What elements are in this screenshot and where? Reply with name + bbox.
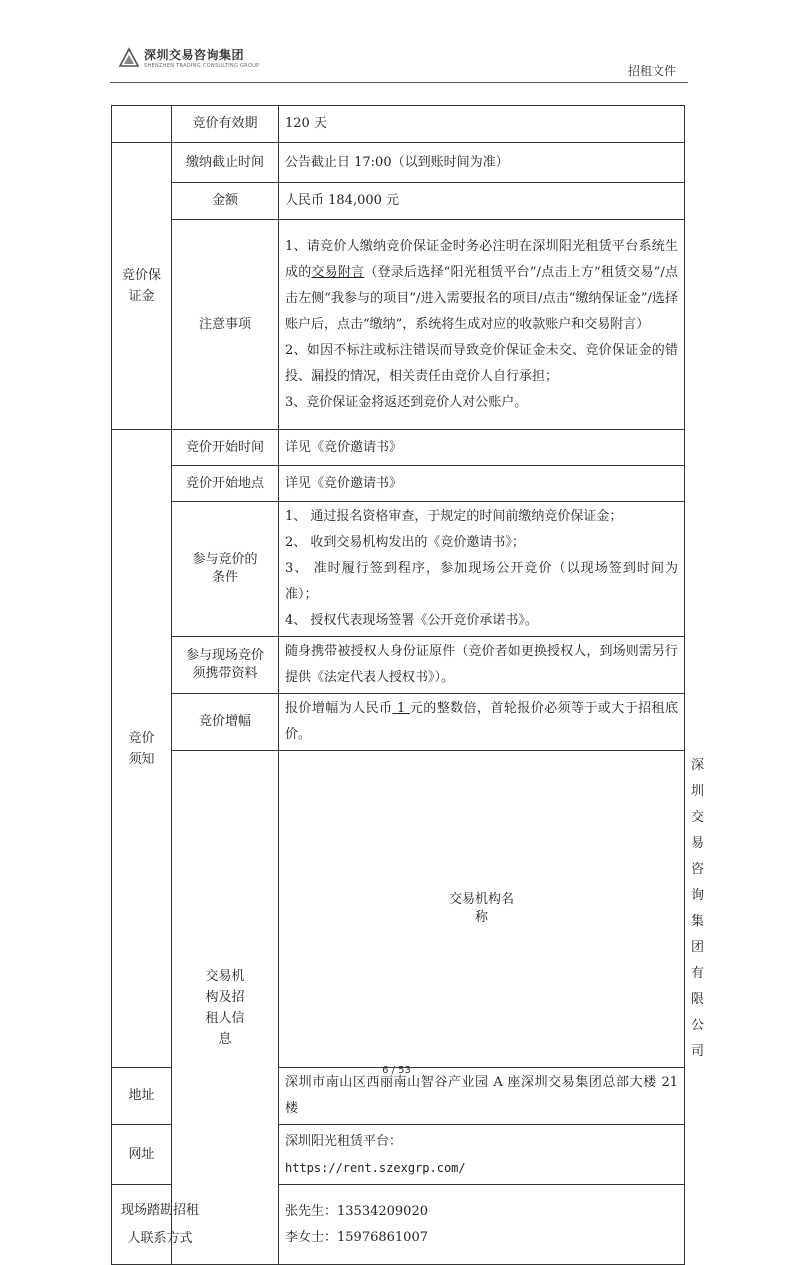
amount-label: 金额 bbox=[172, 183, 279, 220]
amount-value: 人民币 184,000 元 bbox=[279, 183, 685, 220]
condition-4: 4、 授权代表现场签署《公开竞价承诺书》。 bbox=[285, 613, 538, 628]
company-name-cn: 深圳交易咨询集团 bbox=[144, 48, 245, 62]
bidding-category: 竞价须知 bbox=[112, 430, 172, 1068]
table-row bbox=[112, 637, 685, 694]
deadline-value: 公告截止日 17:00（以到账时间为准） bbox=[279, 143, 685, 183]
document-type: 招租文件 bbox=[627, 64, 676, 78]
table-row bbox=[112, 430, 685, 466]
condition-2: 2、 收到交易机构发出的《竞价邀请书》； bbox=[285, 535, 525, 550]
website-url[interactable]: https://rent.szexgrp.com/ bbox=[285, 1160, 466, 1175]
table-row bbox=[112, 694, 685, 751]
docs-label: 参与现场竞价须携带资料 bbox=[172, 637, 279, 694]
docs-value: 随身携带被授权人身份证原件（竞价者如更换授权人，到场则需另行提供《法定代表人授权书》）。 bbox=[279, 637, 685, 694]
table-row: 交易机构及招租人信息 交易机构名称 深圳交易咨询集团有限公司 bbox=[112, 751, 685, 1068]
note-1: 1、请竞价人缴纳竞价保证金时务必注明在深圳阳光租赁平台系统生成的交易附言（登录后选择“阳光租赁平台”/点击上方“租赁交易”/点击左侧“我参与的项目”/进入需要报名的项目/点击“缴纳保证金”/选择账户后，点击“缴纳”，系统将生成对应的收款账户和交易附言） bbox=[285, 238, 678, 332]
table-row bbox=[112, 106, 685, 143]
logo-icon bbox=[118, 47, 140, 69]
note-3: 3、竞价保证金将返还到竞价人对公账户。 bbox=[285, 394, 528, 410]
agency-name-label: 交易机构名称 bbox=[279, 751, 685, 1068]
contact-1: 张先生：13534209020 bbox=[285, 1203, 428, 1219]
contact-value bbox=[279, 1185, 685, 1265]
validity-value: 120 天 bbox=[279, 106, 685, 143]
table-row bbox=[112, 143, 685, 183]
notes-label: 注意事项 bbox=[172, 220, 279, 430]
company-logo bbox=[118, 46, 259, 69]
deadline-label: 缴纳截止时间 bbox=[172, 143, 279, 183]
start-place-label: 竞价开始地点 bbox=[172, 466, 279, 502]
website-label: 网址 bbox=[112, 1125, 172, 1185]
contact-label: 现场踏勘招租人联系方式 bbox=[112, 1185, 172, 1265]
conditions-value bbox=[279, 502, 685, 637]
page-header bbox=[110, 42, 688, 83]
page-number: 6 / 53 bbox=[382, 1065, 411, 1076]
note-2: 2、如因不标注或标注错误而导致竞价保证金未交、竞价保证金的错投、漏投的情况，相关责任由竞价人自行承担； bbox=[285, 342, 678, 384]
transaction-memo-text: 交易附言 bbox=[311, 264, 365, 280]
start-time-label: 竞价开始时间 bbox=[172, 430, 279, 466]
condition-1: 1、 通过报名资格审查，于规定的时间前缴纳竞价保证金； bbox=[285, 509, 623, 524]
website-value bbox=[279, 1125, 685, 1185]
validity-label: 竞价有效期 bbox=[172, 106, 279, 143]
notes-value bbox=[279, 220, 685, 430]
table-row bbox=[112, 220, 685, 430]
agency-category: 交易机构及招租人信息 bbox=[172, 751, 279, 1265]
increment-label: 竞价增幅 bbox=[172, 694, 279, 751]
table-row bbox=[112, 502, 685, 637]
increment-amount: 1 bbox=[397, 701, 406, 716]
tender-info-table bbox=[111, 105, 705, 1265]
empty-category-cell bbox=[112, 106, 172, 143]
table-row bbox=[112, 466, 685, 502]
address-value: 深圳市南山区西丽南山智谷产业园 A 座深圳交易集团总部大楼 21 楼 bbox=[279, 1068, 685, 1125]
start-place-value: 详见《竞价邀请书》 bbox=[279, 466, 685, 502]
table-row bbox=[112, 183, 685, 220]
address-label: 地址 bbox=[112, 1068, 172, 1125]
conditions-label: 参与竞价的条件 bbox=[172, 502, 279, 637]
deposit-category: 竞价保证金 bbox=[112, 143, 172, 430]
company-name-en: SHENZHEN TRADING CONSULTING GROUP bbox=[144, 63, 260, 69]
website-platform-name: 深圳阳光租赁平台： bbox=[285, 1133, 403, 1149]
contact-2: 李女士：15976861007 bbox=[285, 1229, 428, 1245]
condition-3: 3、 准时履行签到程序，参加现场公开竞价（以现场签到时间为准）； bbox=[285, 561, 678, 602]
start-time-value: 详见《竞价邀请书》 bbox=[279, 430, 685, 466]
increment-value: 报价增幅为人民币 1 元的整数倍，首轮报价必须等于或大于招租底价。 bbox=[279, 694, 685, 751]
